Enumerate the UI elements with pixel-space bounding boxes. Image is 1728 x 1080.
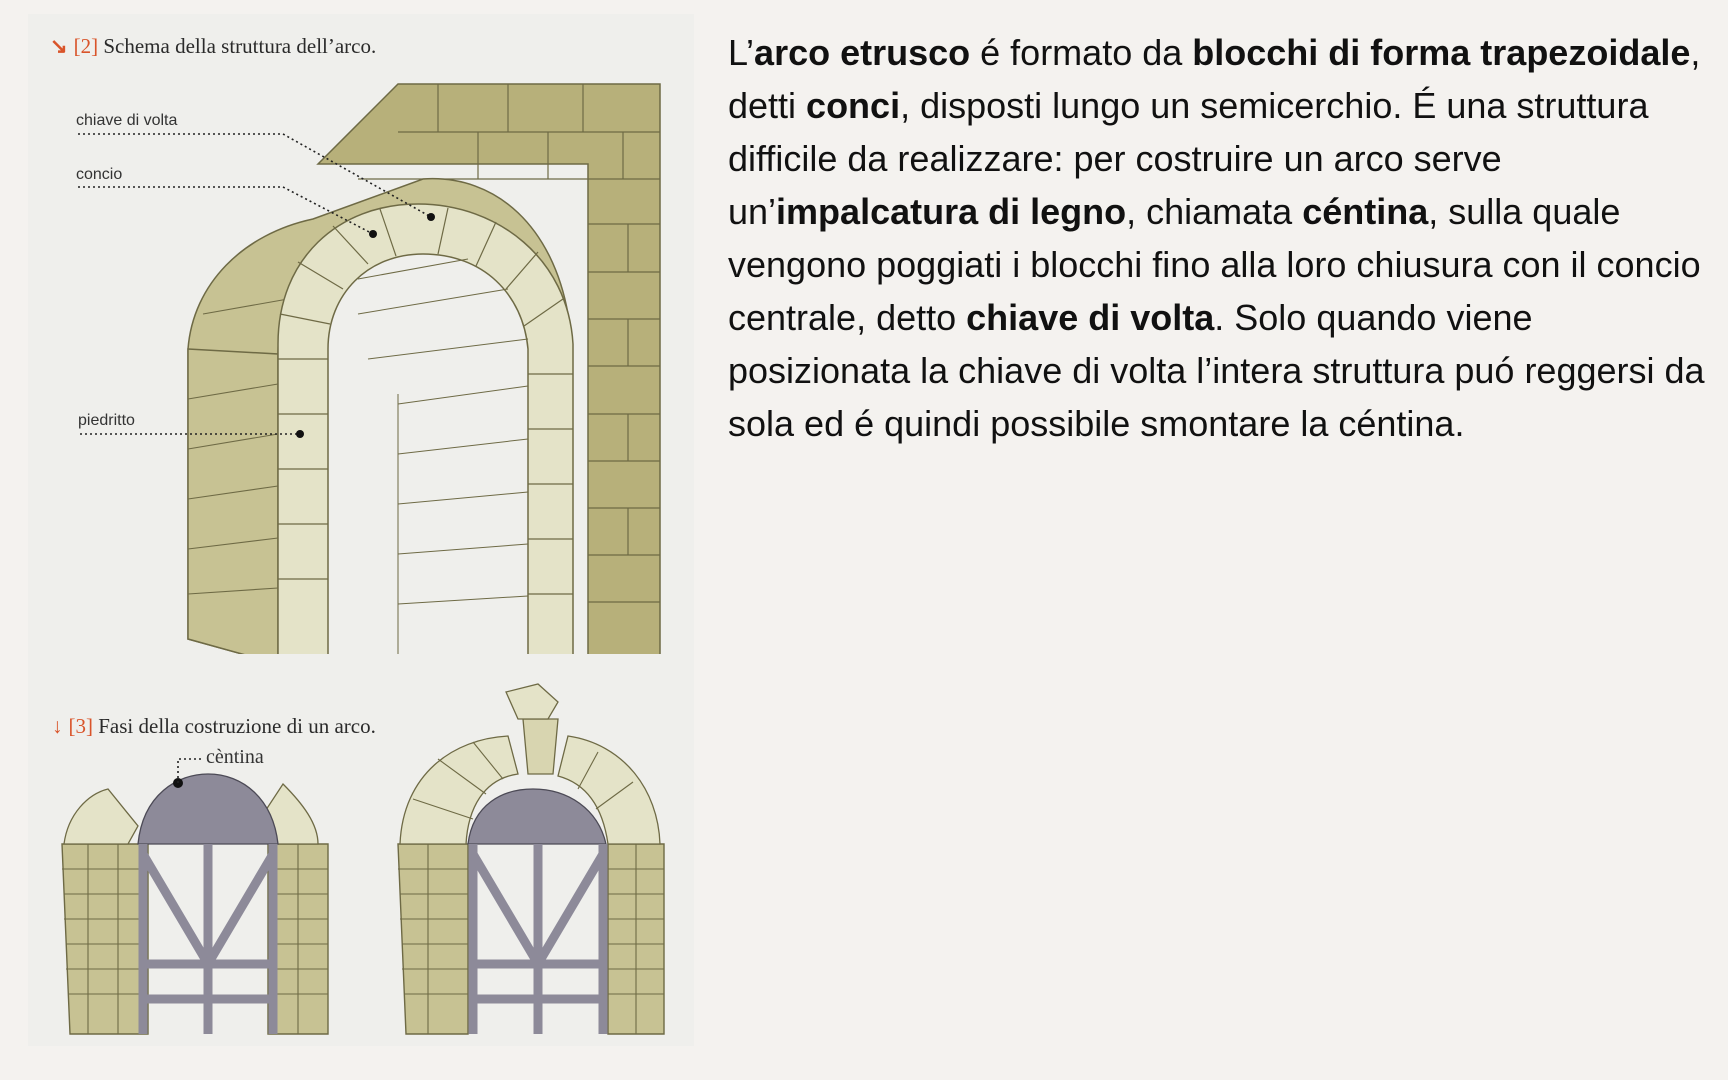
term-keystone: chiave di volta [966,297,1215,338]
term-centina: céntina [1302,191,1429,232]
arrow-down-right-icon: ↘ [50,34,68,58]
description-paragraph [728,26,1708,450]
phase-1-illustration [62,759,328,1034]
label-pier: piedritto [78,412,135,429]
text-run: . Solo quando viene posizionata la chiave di volta l’intera struttura puó reggersi da sola ed é quindi possibile smontare la céntina. [728,297,1705,444]
figure-2-number: [2] [73,34,99,58]
term-wooden-scaffolding: impalcatura di legno [776,191,1127,232]
pier-marker [296,430,304,438]
label-voussoir: concio [76,166,123,183]
figure-2-caption-text: Schema della struttura dell’arco. [103,34,377,58]
figure-3-number: [3] [68,714,93,738]
term-etruscan-arch: arco etrusco [754,32,971,73]
phase-2-illustration [398,684,664,1034]
text-run: , detti [728,32,1701,126]
figure-3-caption [52,714,376,739]
text-run: L’ [728,32,755,73]
term-conci: conci [806,85,901,126]
label-centering: cèntina [206,746,264,768]
voussoir-marker [369,230,377,238]
arch-structure-diagram [28,14,694,654]
text-run: , disposti lungo un semicerchio. É una struttura difficile da realizzare: per costruire un arco serve un’ [728,85,1649,232]
arrow-down-icon: ↓ [52,714,63,738]
label-keystone: chiave di volta [76,112,178,129]
term-trapezoidal-blocks: blocchi di forma trapezoidale [1192,32,1691,73]
figure-3-caption-text: Fasi della costruzione di un arco. [98,714,376,738]
keystone-marker [427,213,435,221]
text-run: , chiamata [1126,191,1303,232]
text-run: é formato da [970,32,1193,73]
text-run: , sulla quale vengono poggiati i blocchi fino alla loro chiusura con il concio centrale, detto [728,191,1701,338]
illustration-panel [28,14,694,1046]
